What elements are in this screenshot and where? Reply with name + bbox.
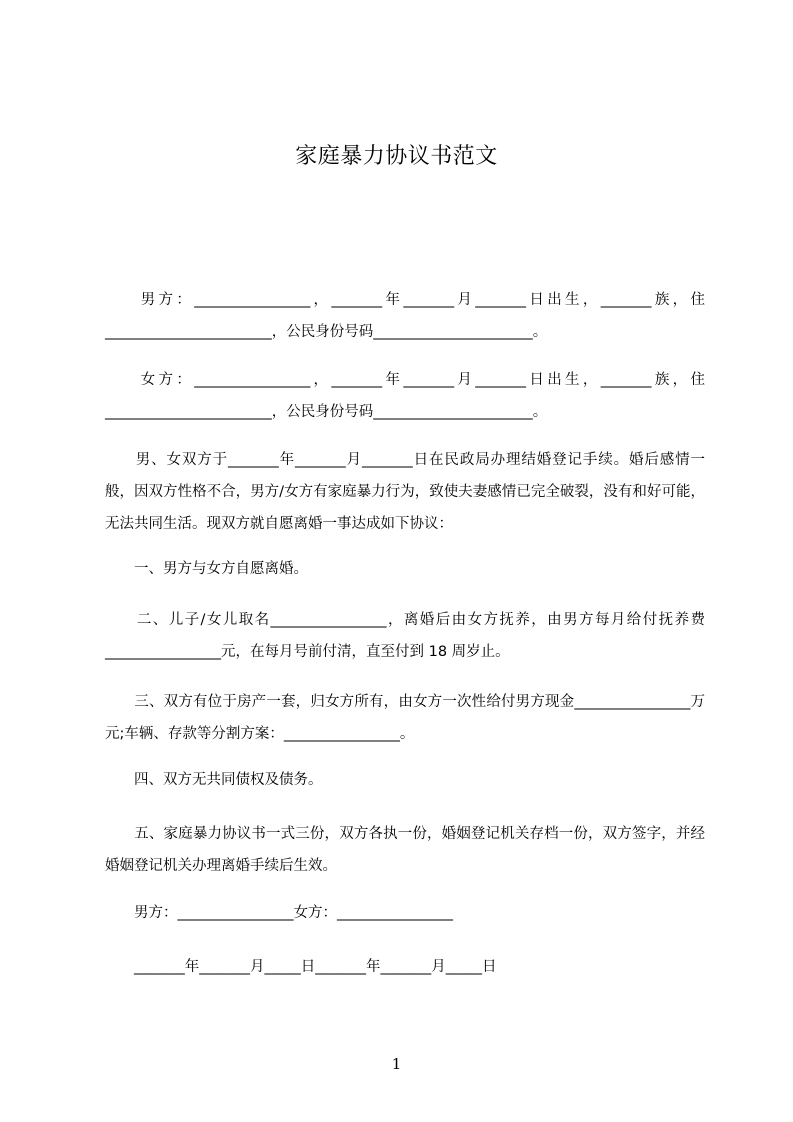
clause-5: 五、家庭暴力协议书一式三份，双方各执一份，婚姻登记机关存档一份，双方签字，并经婚姻登记机关办理离婚手续后生效。 bbox=[105, 826, 705, 874]
date-line: _______年_______月_____日_______年_______月_____日 bbox=[105, 959, 497, 975]
page-number: 1 bbox=[391, 1055, 402, 1073]
signature-line: 男方：________________女方：________________ bbox=[105, 905, 453, 921]
female-party-info: 女方：________________，_______年_______月_______日出生，_______族，住_______________________，公民身份号码______________________。 bbox=[105, 372, 705, 420]
clause-2: 二、儿子/女儿取名________________，离婚后由女方抚养，由男方每月给付抚养费________________元，在每月号前付清，直至付到 18 周岁止。 bbox=[105, 612, 705, 660]
agreement-intro: 男、女双方于_______年_______月_______日在民政局办理结婚登记手续。婚后感情一般，因双方性格不合，男方/女方有家庭暴力行为，致使夫妻感情已完全破裂，没有和好可能，无法共同生活。现双方就自愿离婚一事达成如下协议： bbox=[105, 452, 705, 532]
clause-4: 四、双方无共同债权及债务。 bbox=[105, 772, 323, 788]
clause-3: 三、双方有位于房产一套，归女方所有，由女方一次性给付男方现金________________万元;车辆、存款等分割方案：________________。 bbox=[105, 694, 705, 742]
male-party-info: 男方：________________，_______年_______月_______日出生，_______族，住_______________________，公民身份号码______________________。 bbox=[105, 292, 705, 340]
document-title: 家庭暴力协议书范文 bbox=[295, 144, 498, 169]
clause-1: 一、男方与女方自愿离婚。 bbox=[105, 561, 308, 577]
